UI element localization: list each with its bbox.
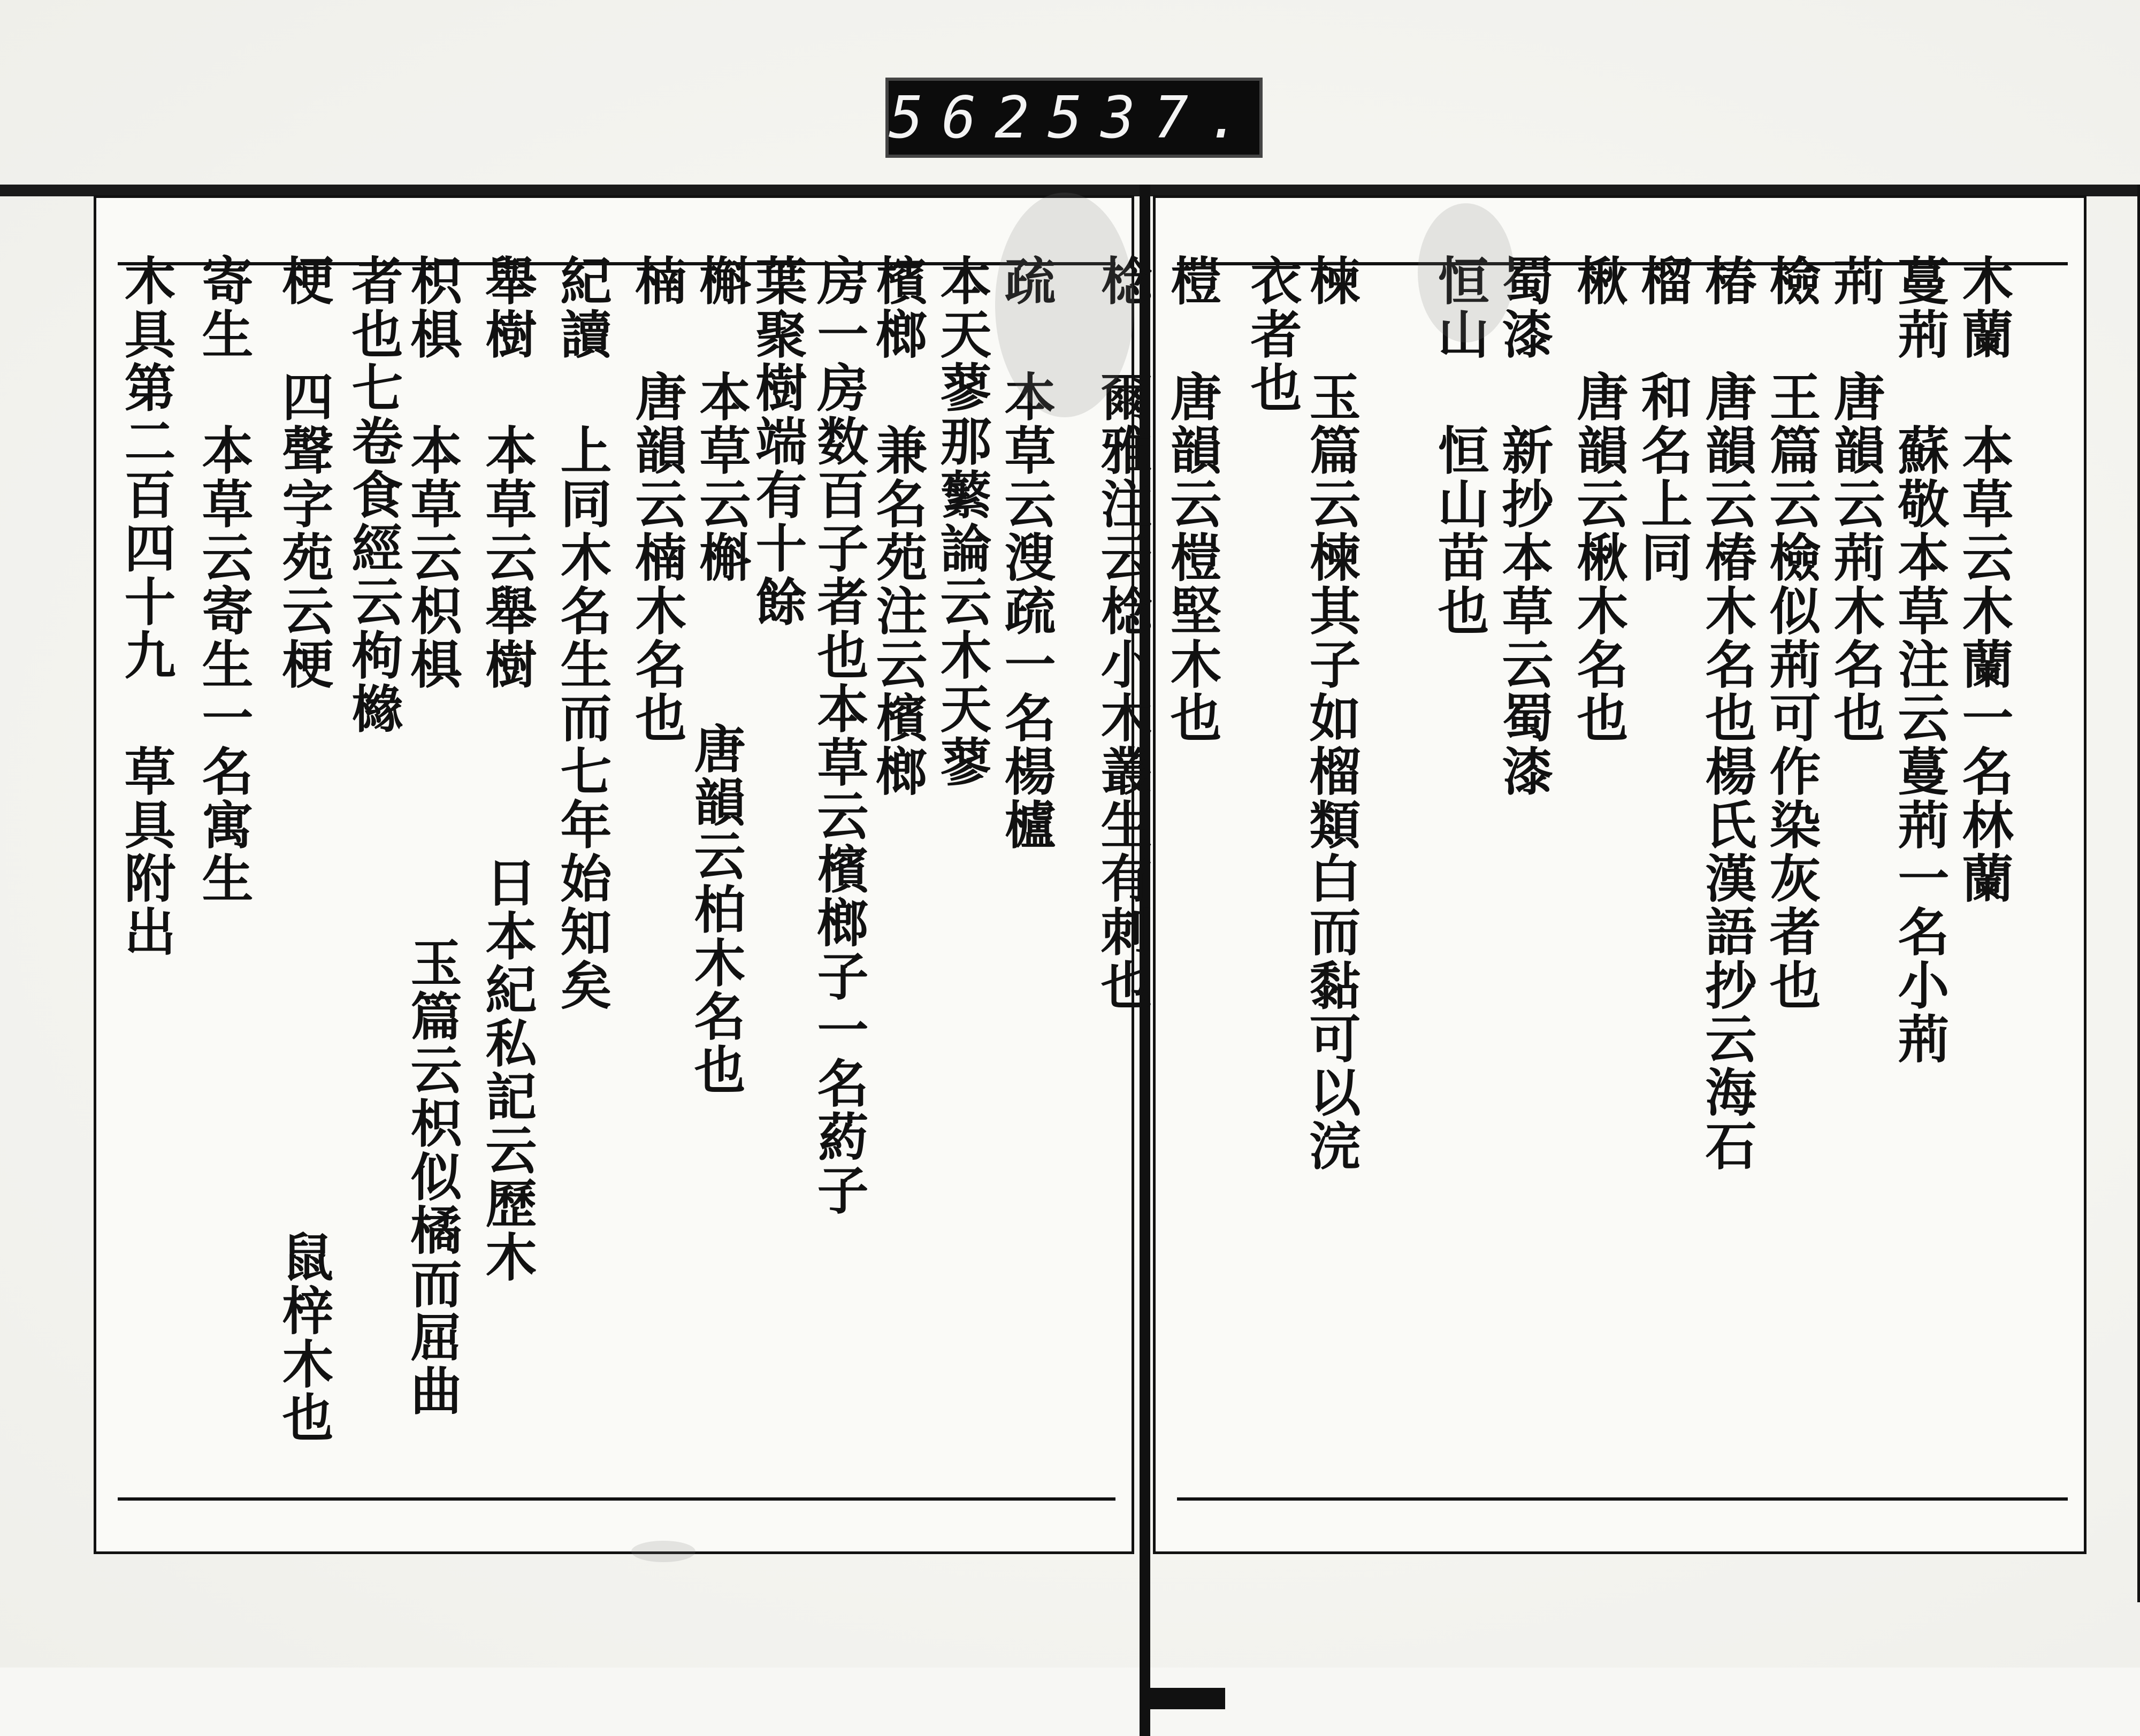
left-col-14: 玉篇云枳似橘而屈曲 <box>402 936 463 1418</box>
left-col-8: 楠 唐韻云楠木名也 <box>627 254 687 745</box>
left-col-9: 紀讀 上同木名生而七年始知矣 <box>552 254 613 1012</box>
left-col-7: 唐韻云柏木名也 <box>686 722 746 1097</box>
right-col-12: 榿 唐韻云榿堅木也 <box>1162 254 1222 745</box>
right-col-3: 荊 唐韻云荊木名也 <box>1825 254 1886 745</box>
right-col-8: 蜀漆 新抄本草云蜀漆 <box>1494 254 1554 798</box>
left-col-11: 日本紀私記云歷木 <box>477 856 538 1284</box>
left-col-4: 房一房数百子者也本草云檳榔子一名葯子 <box>809 254 869 1217</box>
folio-number-plate <box>885 78 1263 158</box>
left-col-6: 槲 本草云槲 <box>691 254 752 584</box>
right-col-2: 蔓荊 蘇敬本草注云蔓荊一名小荊 <box>1890 254 1950 1066</box>
folio-number-left: 562 <box>889 84 1048 151</box>
left-col-18: 木具第二百四十九 草具附出 <box>116 254 177 959</box>
right-col-6: 榴 和名上同 <box>1633 254 1693 584</box>
right-col-5: 椿 唐韻云椿木名也楊氏漢語抄云海石 <box>1697 254 1757 1173</box>
right-col-4: 檢 王篇云檢似荊可作染灰者也 <box>1761 254 1822 1012</box>
right-col-9: 恒山 恒山苗也 <box>1430 254 1490 638</box>
folio-number-right: 537. <box>1048 84 1260 151</box>
left-col-1: 疏 本草云溲疏一名楊櫨 <box>996 254 1057 852</box>
left-col-13: 者也七卷食經云枸櫞 <box>343 254 404 736</box>
paper-stain <box>631 1541 696 1562</box>
left-col-12: 枳椇 本草云枳椇 <box>402 254 463 691</box>
ink-bleed-mark <box>1418 203 1514 342</box>
right-page-edge <box>2137 185 2140 1602</box>
left-col-2: 本天蓼那蘩論云木天蓼 <box>932 254 992 789</box>
left-col-5: 葉聚樹端有十餘 <box>747 254 808 629</box>
right-col-7: 楸 唐韻云楸木名也 <box>1569 254 1629 745</box>
right-col-1: 木蘭 本草云木蘭一名林蘭 <box>1954 254 2014 905</box>
left-col-10: 舉樹 本草云舉樹 <box>477 254 538 691</box>
left-col-3: 檳榔 兼名苑注云檳榔 <box>868 254 928 798</box>
left-col-17: 寄生 本草云寄生一名寓生 <box>194 254 254 905</box>
left-col-15: 梗 四聲字苑云梗 <box>274 254 334 691</box>
spine-foot <box>1140 1688 1225 1709</box>
ink-bleed-mark <box>995 193 1134 417</box>
left-col-16: 鼠梓木也 <box>274 1230 334 1444</box>
right-col-13: 棯 爾雅注云棯小木叢生有刺也 <box>1092 254 1153 1012</box>
right-col-10: 楝 玉篇云楝其子如榴類白而黏可以浣 <box>1301 254 1362 1173</box>
right-col-11: 衣者也 <box>1242 254 1303 415</box>
